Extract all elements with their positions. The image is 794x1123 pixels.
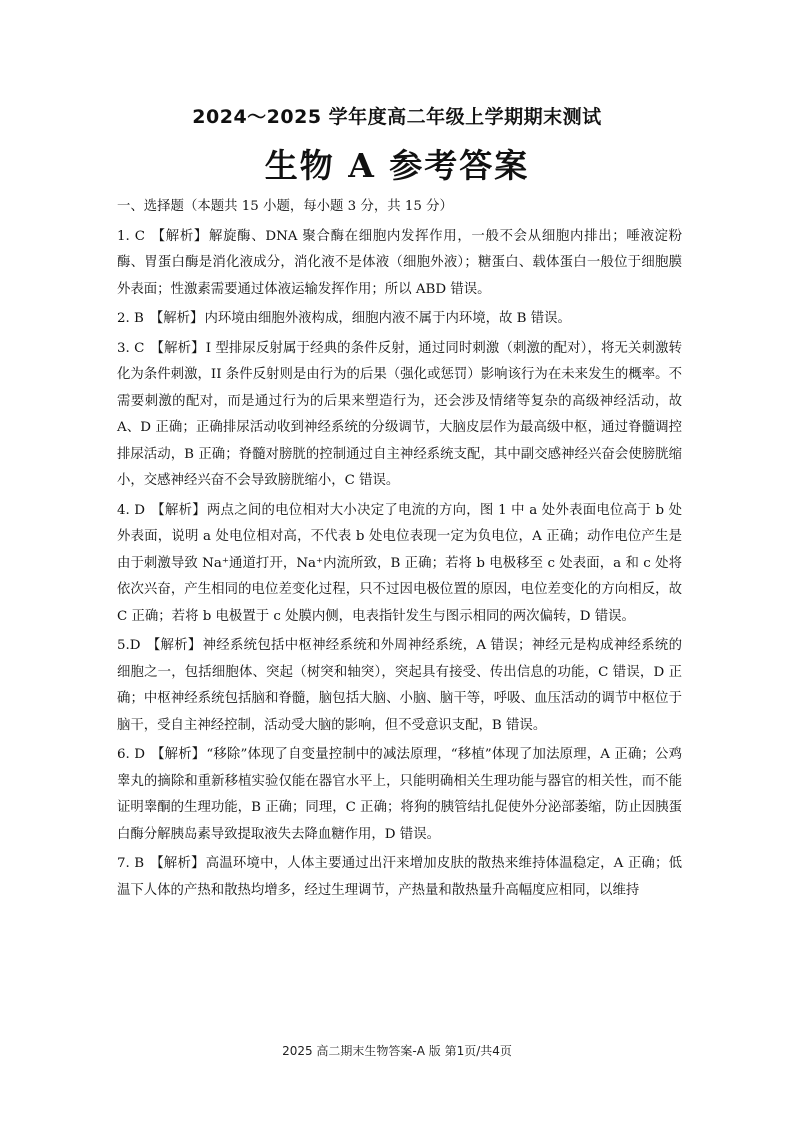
analysis-tag: 【解析】 <box>150 228 209 244</box>
answer-item-6 <box>117 742 682 848</box>
answer-number: 7. B <box>117 856 145 871</box>
subject-title: 生物 A 参考答案 <box>264 146 530 185</box>
analysis-tag: 【解析】 <box>146 638 202 653</box>
analysis-tag: 【解析】 <box>150 340 205 356</box>
answer-item-4 <box>117 498 682 631</box>
analysis-tag: 【解析】 <box>149 311 204 326</box>
answer-text: 高温环境中，人体主要通过出汗来增加皮肤的散热来维持体温稳定，A 正确；低温下人体的产热和散热均增多，经过生理调节，产热量和散热量升高幅度应相同，以维持 <box>117 856 683 898</box>
answer-item-5 <box>117 633 682 739</box>
answer-text: “移除”体现了自变量控制中的减法原理，“移植”体现了加法原理，A 正确；公鸡睾丸的摘除和重新移植实验仅能在器官水平上，只能明确相关生理功能与器官的相关性，而不能证明睾酮的生理功能，B 正确；同理，C 正确；将狗的胰管结扎促使外分泌部萎缩，防止因胰蛋白酶分解胰岛素导致提取液失去降血糖作用，D 错误。 <box>117 747 683 842</box>
section-heading: 一、选择题（本题共 15 小题，每小题 3 分，共 15 分） <box>117 199 453 214</box>
answer-number: 2. B <box>117 311 144 326</box>
answer-text: 解旋酶、DNA 聚合酶在细胞内发挥作用，一般不会从细胞内排出；唾液淀粉酶、胃蛋白酶是消化液成分，消化液不是体液（细胞外液）；糖蛋白、载体蛋白一般位于细胞膜外表面；性激素需要通过体液运输发挥作用；所以 ABD 错误。 <box>117 228 682 297</box>
page-footer: 2025 高二期末生物答案-A 版 第1页/共4页 <box>282 1044 512 1058</box>
answer-text: 两点之间的电位相对大小决定了电流的方向，图 1 中 a 处外表面电位高于 b 处外表面，说明 a 处电位相对高，不代表 b 处电位表现一定为负电位，A 正确；动作电位产生是由于刺激导致 Na⁺通道打开，Na⁺内流所致，B 正确；若将 b 电极移至 c 处表面，a 和 c 处将依次兴奋，产生相同的电位差变化过程，只不过因电极位置的原因，电位差变化的方向相反，故 C 正确；若将 b 电极置于 c 处膜内侧，电表指针发生与图示相同的两次偏转，D 错误。 <box>117 502 682 624</box>
answer-body <box>117 194 682 907</box>
analysis-tag: 【解析】 <box>151 502 206 518</box>
answer-text: 神经系统包括中枢神经系统和外周神经系统，A 错误；神经元是构成神经系统的细胞之一，包括细胞体、突起（树突和轴突），突起具有接受、传出信息的功能，C 错误，D 正确；中枢神经系统包括脑和脊髓，脑包括大脑、小脑、脑干等，呼吸、血压活动的调节中枢位于脑干，受自主神经控制，活动受大脑的影响，但不受意识支配，B 错误。 <box>117 638 683 733</box>
analysis-tag: 【解析】 <box>150 856 205 871</box>
answer-number: 3. C <box>117 340 145 356</box>
answer-item-2 <box>117 306 682 333</box>
answer-text: 内环境由细胞外液构成，细胞内液不属于内环境，故 B 错误。 <box>204 311 571 326</box>
answer-number: 1. C <box>117 228 145 244</box>
answer-number: 5.D <box>117 638 141 653</box>
answer-item-3 <box>117 336 682 495</box>
answer-item-1 <box>117 224 682 304</box>
answer-item-7 <box>117 851 682 904</box>
answer-number: 6. D <box>117 747 145 762</box>
analysis-tag: 【解析】 <box>150 747 206 762</box>
answer-number: 4. D <box>117 502 146 518</box>
exam-title: 2024～2025 学年度高二年级上学期期末测试 <box>192 106 602 128</box>
answer-text: I 型排尿反射属于经典的条件反射，通过同时刺激（刺激的配对），将无关刺激转化为条件刺激，II 条件反射则是由行为的后果（强化或惩罚）影响该行为在未来发生的概率。不需要刺激的配对，而是通过行为的后果来塑造行为，还会涉及情绪等复杂的高级神经活动，故 A、D 正确；正确排尿活动收到神经系统的分级调节，大脑皮层作为最高级中枢，通过脊髓调控排尿活动，B 正确；脊髓对膀胱的控制通过自主神经系统支配，其中副交感神经兴奋会使膀胱缩小，交感神经兴奋不会导致膀胱缩小，C 错误。 <box>117 340 683 488</box>
